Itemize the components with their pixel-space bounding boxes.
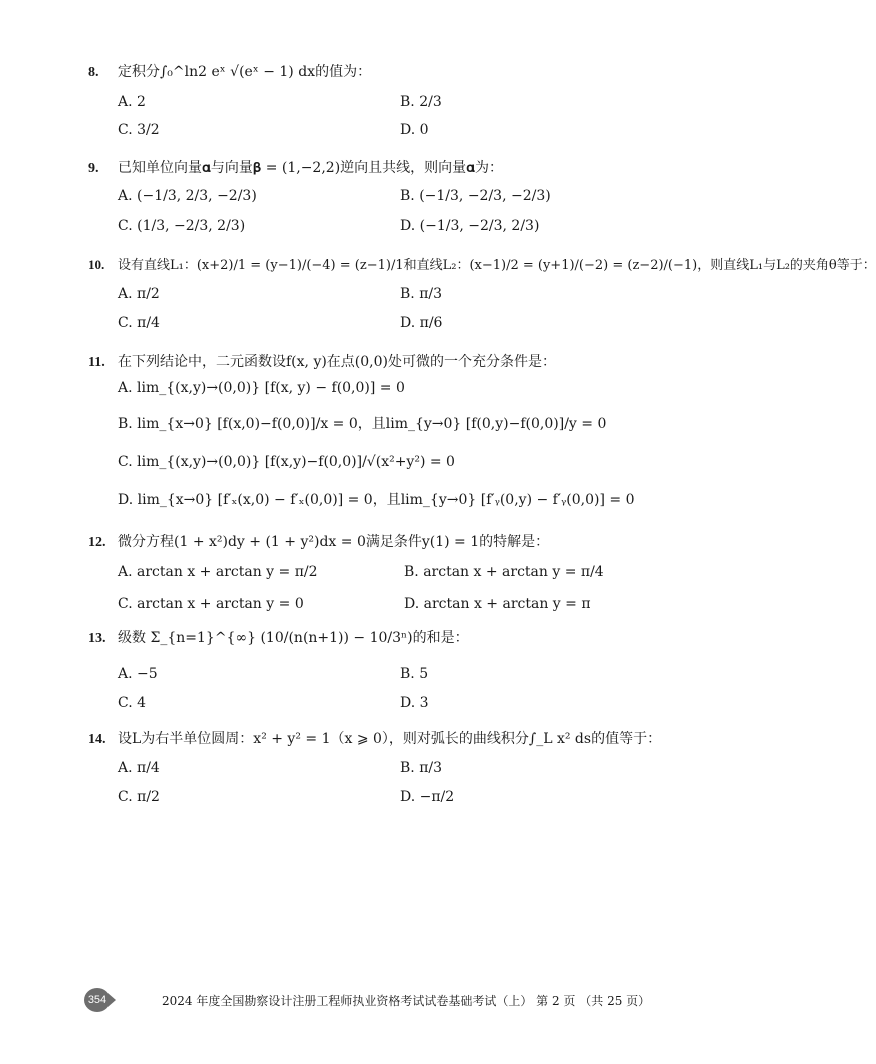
question-14-option-a: A. π/4 — [118, 760, 160, 776]
question-10-stem — [88, 255, 876, 276]
question-text: 在下列结论中，二元函数设f(x, y)在点(0,0)处可微的一个充分条件是： — [118, 354, 556, 370]
badge-arrow-icon — [108, 993, 116, 1007]
question-text: 设L为右半单位圆周：x² + y² = 1（x ⩾ 0），则对弧长的曲线积分∫_L x² ds的值等于： — [118, 731, 662, 747]
question-number: 12. — [88, 535, 106, 550]
question-14-option-d: D. −π/2 — [400, 789, 455, 805]
question-12-option-d: D. arctan x + arctan y = π — [404, 596, 591, 612]
question-number: 8. — [88, 65, 99, 80]
question-11-stem — [88, 352, 556, 373]
question-10-option-d: D. π/6 — [400, 315, 443, 331]
question-13-option-a: A. −5 — [118, 666, 158, 682]
question-11-option-a: A. lim_{(x,y)→(0,0)} [f(x, y) − f(0,0)] = 0 — [118, 380, 405, 396]
question-number: 10. — [88, 257, 105, 272]
question-14-option-c: C. π/2 — [118, 789, 160, 805]
question-number: 14. — [88, 732, 106, 747]
question-12-option-b: B. arctan x + arctan y = π/4 — [404, 564, 604, 580]
question-12-option-a: A. arctan x + arctan y = π/2 — [118, 564, 318, 580]
question-10-option-c: C. π/4 — [118, 315, 160, 331]
page-number-badge: 354 — [84, 988, 110, 1012]
question-text: 设有直线L₁：(x+2)/1 = (y−1)/(−4) = (z−1)/1和直线L₂：(x−1)/2 = (y+1)/(−2) = (z−2)/(−1)，则直线L₁与L₂的夹角θ等于： — [118, 258, 876, 273]
question-10-option-b: B. π/3 — [400, 286, 443, 302]
question-13-option-b: B. 5 — [400, 666, 429, 682]
question-11-option-d: D. lim_{x→0} [f′ₓ(x,0) − f′ₓ(0,0)] = 0，且lim_{y→0} [f′ᵧ(0,y) − f′ᵧ(0,0)] = 0 — [118, 492, 635, 508]
question-11-option-b: B. lim_{x→0} [f(x,0)−f(0,0)]/x = 0，且lim_{y→0} [f(0,y)−f(0,0)]/y = 0 — [118, 416, 607, 432]
question-14-stem — [88, 729, 661, 750]
question-9-option-b: B. (−1/3, −2/3, −2/3) — [400, 188, 551, 204]
question-text: 定积分∫₀^ln2 eˣ √(eˣ − 1) dx的值为： — [118, 64, 372, 80]
question-number: 11. — [88, 355, 105, 370]
question-12-option-c: C. arctan x + arctan y = 0 — [118, 596, 304, 612]
question-9-option-a: A. (−1/3, 2/3, −2/3) — [118, 188, 257, 204]
question-11-option-c: C. lim_{(x,y)→(0,0)} [f(x,y)−f(0,0)]/√(x²+y²) = 0 — [118, 454, 455, 470]
question-text: 已知单位向量𝛂与向量𝛃 = (1,−2,2)逆向且共线，则向量𝛂为： — [118, 160, 504, 176]
question-8-option-b: B. 2/3 — [400, 94, 442, 110]
question-14-option-b: B. π/3 — [400, 760, 443, 776]
question-9-stem — [88, 158, 503, 179]
question-13-option-d: D. 3 — [400, 695, 429, 711]
question-9-option-c: C. (1/3, −2/3, 2/3) — [118, 218, 246, 234]
question-text: 微分方程(1 + x²)dy + (1 + y²)dx = 0满足条件y(1) = 1的特解是： — [118, 534, 550, 550]
question-12-stem — [88, 532, 549, 553]
page-footer — [84, 988, 684, 1014]
question-8-option-c: C. 3/2 — [118, 122, 160, 138]
question-13-option-c: C. 4 — [118, 695, 147, 711]
footer-title: 2024 年度全国勘察设计注册工程师执业资格考试试卷基础考试（上） 第 2 页 （共 25 页） — [162, 994, 651, 1008]
question-number: 9. — [88, 161, 99, 176]
question-10-option-a: A. π/2 — [118, 286, 160, 302]
question-text: 级数 Σ_{n=1}^{∞} (10/(n(n+1)) − 10/3ⁿ)的和是： — [118, 630, 469, 646]
question-8-stem — [88, 62, 371, 83]
question-8-option-a: A. 2 — [118, 94, 146, 110]
question-8-option-d: D. 0 — [400, 122, 429, 138]
question-13-stem — [88, 628, 469, 649]
question-9-option-d: D. (−1/3, −2/3, 2/3) — [400, 218, 540, 234]
question-number: 13. — [88, 631, 106, 646]
